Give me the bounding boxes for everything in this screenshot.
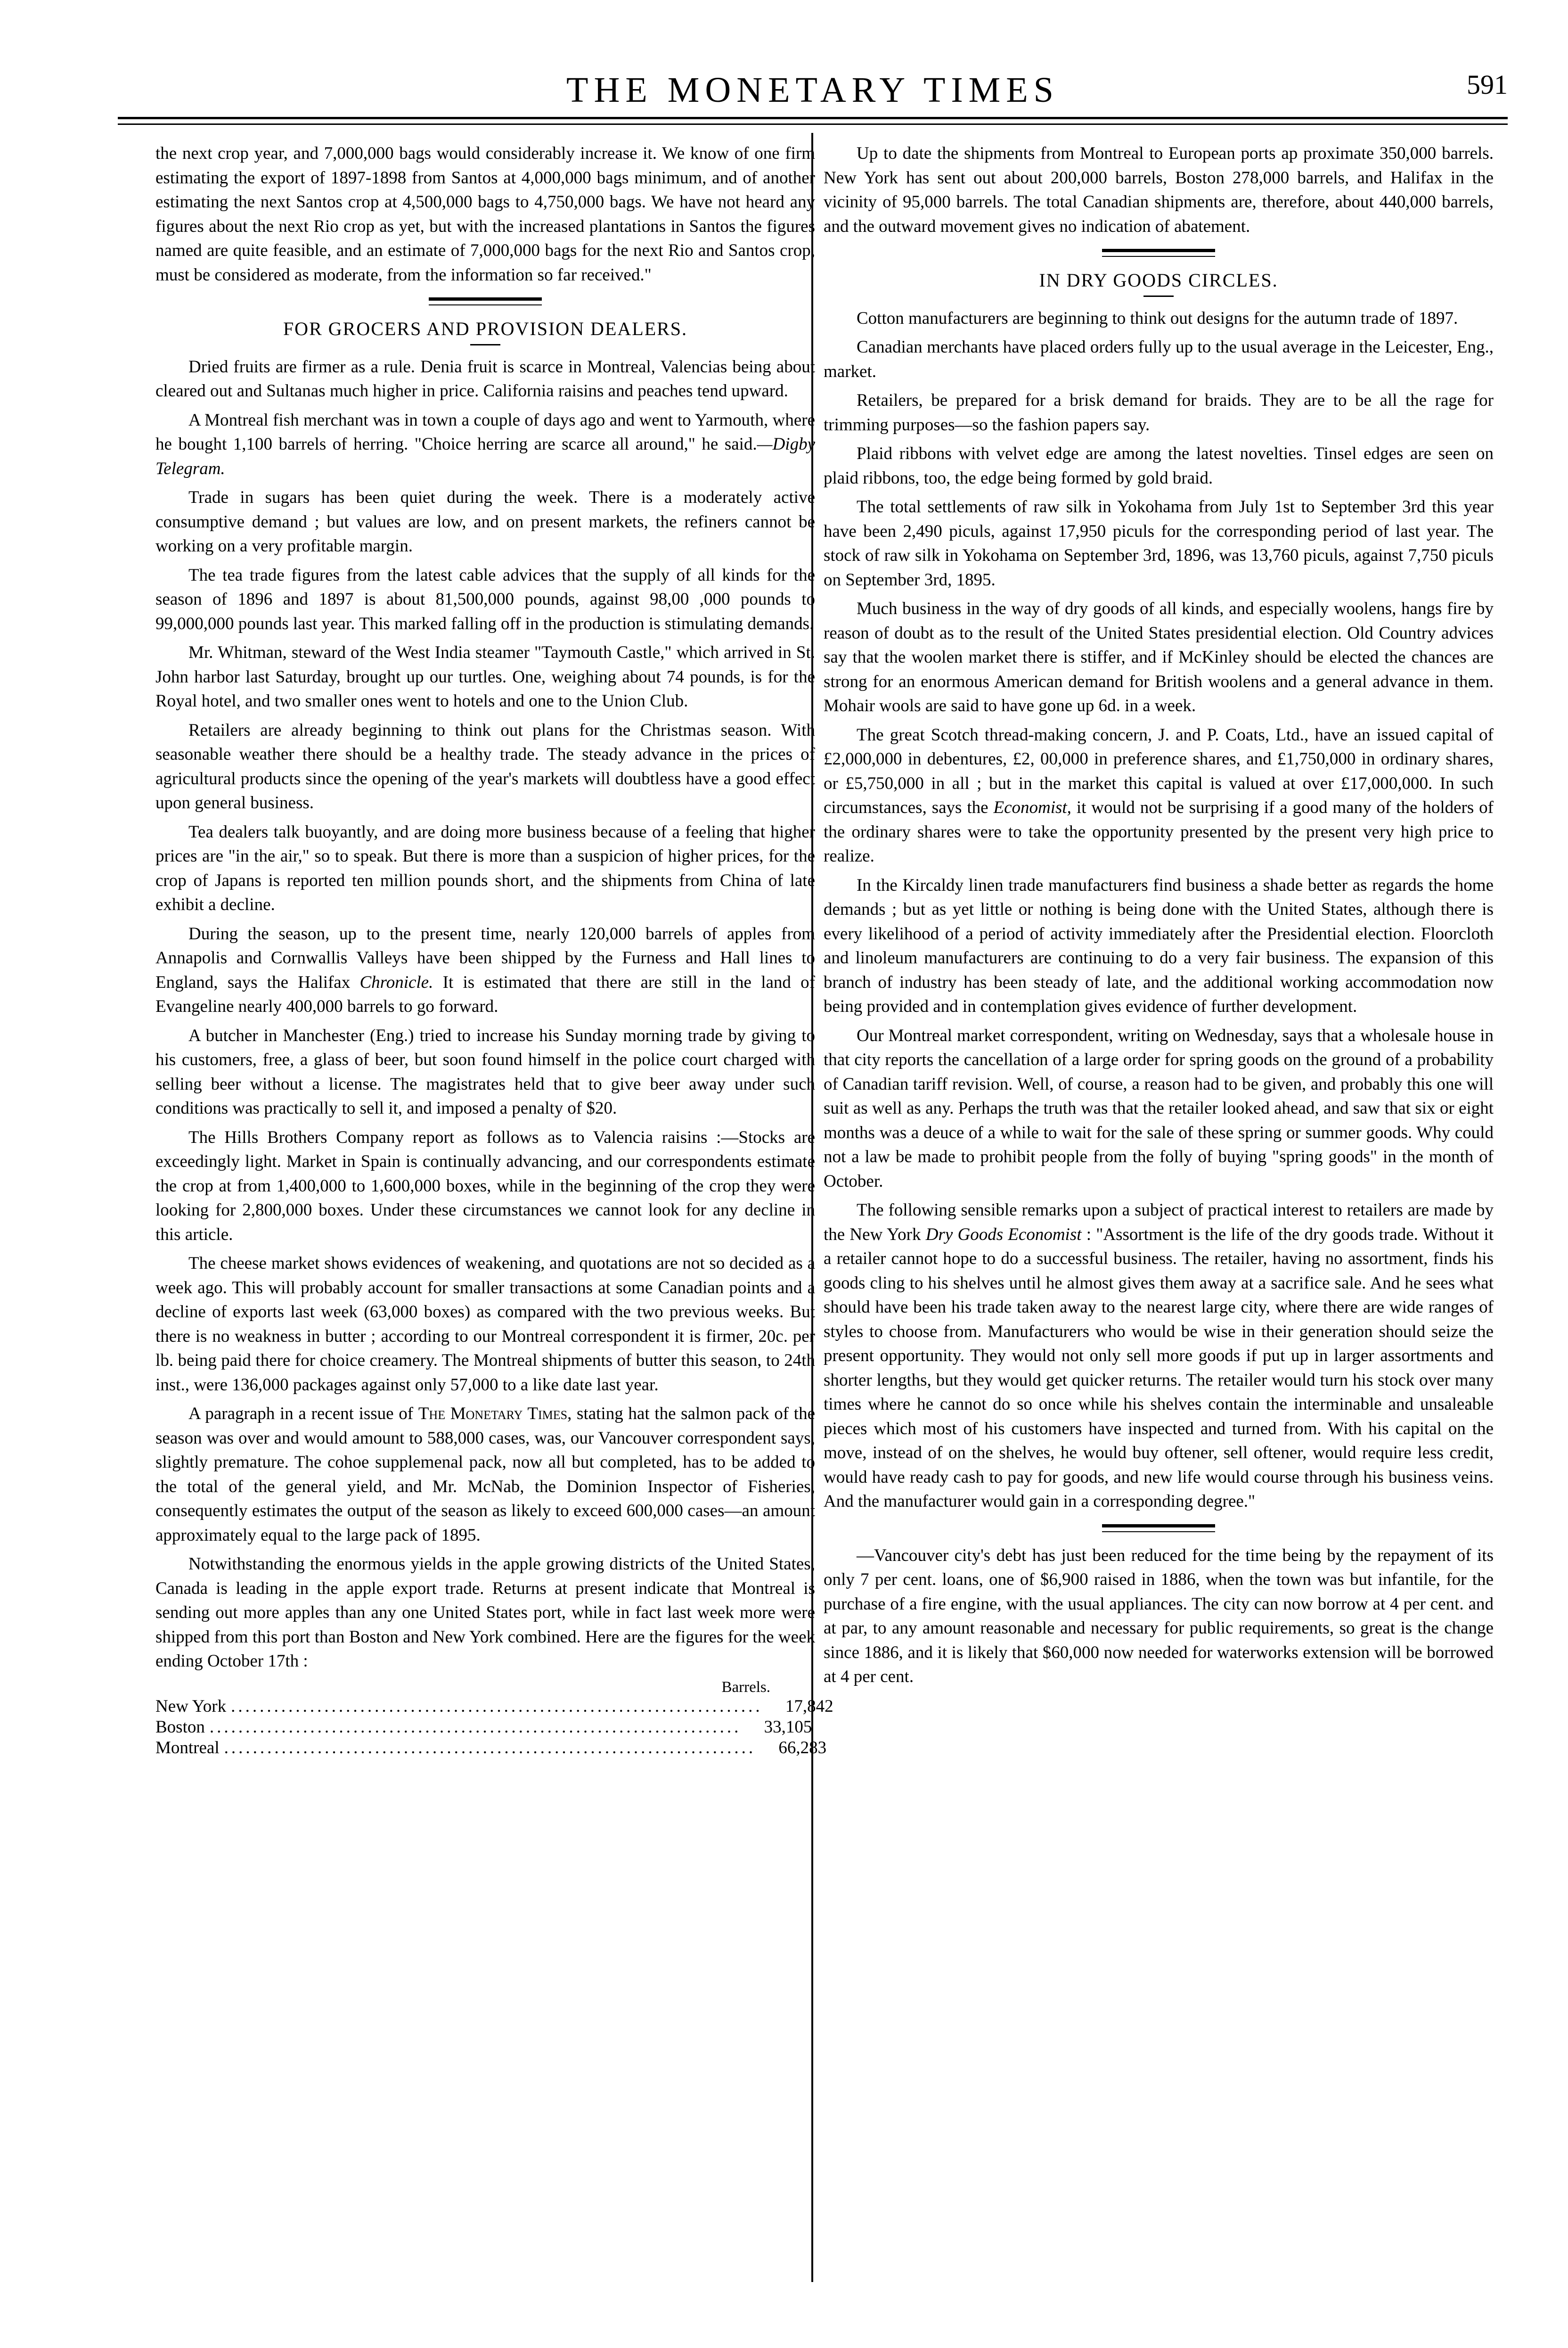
section-heading-dry-goods: IN DRY GOODS CIRCLES. [1039, 270, 1278, 291]
paragraph-text: , stating hat the salmon pack of the season was over and would amount to 588,000 cases, was, our Vancouver correspondent says, slightly premature. The cohoe supplemenal pack, now all but completed, has to be added to the total of the general yield, and Mr. McNab, the Dominion Inspector of Fisheries, consequently estimates the output of the season as likely to exceed 600,000 cases—an amount approximately equal to the large pack of 1895. [155, 1404, 815, 1545]
table-row [155, 1738, 827, 1758]
article-paragraph: Up to date the shipments from Montreal to European ports ap proximate 350,000 barrels. New York has sent out about 200,000 barrels, Boston 278,000 barrels, and Halifax in the vicinity of 95,000 barrels. The total Canadian shipments are, therefore, about 440,000 barrels, and the outward movement gives no indication of abatement. [824, 144, 1494, 236]
article-paragraph: Retailers, be prepared for a brisk demand for braids. They are to be all the rage for trimming purposes—so the fashion papers say. [824, 391, 1494, 435]
heading-dash [470, 344, 500, 345]
section-separator [1102, 1524, 1215, 1532]
table-row [155, 1717, 815, 1738]
article-paragraph: Much business in the way of dry goods of all kinds, and especially woolens, hangs fire by reason of doubt as to the result of the United States presidential election. Old Country advices say that the woolen market there is stiffer, and if McKinley should be elected the chances are strong for an enormous American demand for British woolens and a general advance in them. Mohair wools are said to have gone up 6d. in a week. [824, 599, 1494, 715]
article-paragraph: Retailers are already beginning to think out plans for the Christmas season. With seasonable weather there should be a healthy trade. The steady advance in the prices of agricultural products since the opening of the year's markets will doubtless have a good effect upon general business. [155, 720, 815, 813]
publication-title: THE MONETARY TIMES [566, 70, 1059, 110]
article-paragraph: A butcher in Manchester (Eng.) tried to increase his Sunday morning trade by giving to his customers, free, a glass of beer, but soon found himself in the police court charged with selling beer without a license. The magistrates held that to give beer away under such conditions was practically to sell it, and imposed a penalty of $20. [155, 1026, 815, 1118]
article-paragraph: Mr. Whitman, steward of the West India steamer "Taymouth Castle," which arrived in St. John harbor last Saturday, brought up our turtles. One, weighing about 74 pounds, is for the Royal hotel, and two smaller ones went to hotels and one to the Union Club. [155, 643, 815, 711]
article-paragraph: The cheese market shows evidences of weakening, and quotations are not so decided as a week ago. This will probably account for smaller transactions at some Canadian points and a decline of exports last week (63,000 boxes) as compared with the two previous weeks. But there is no weakness in butter ; according to our Montreal correspondent it is firmer, 20c. per lb. being paid there for choice creamery. The Montreal shipments of butter this season, to 24th inst., were 136,000 packages against only 57,000 to a like date last year. [155, 1254, 815, 1395]
publication-name: The Monetary Times [418, 1404, 568, 1423]
masthead [118, 61, 1508, 113]
right-column [824, 141, 1494, 1694]
port-name: Boston [155, 1717, 205, 1737]
leader-dots: .......................................................................... [209, 1717, 742, 1737]
port-name: New York [155, 1696, 227, 1716]
article-paragraph: Canadian merchants have placed orders fully up to the usual average in the Leicester, Eng., market. [824, 337, 1494, 381]
article-paragraph: The total settlements of raw silk in Yokohama from July 1st to September 3rd this year have been 2,490 piculs, against 17,950 piculs for the corresponding period of last year. The stock of raw silk in Yokohama on September 3rd, 1896, was 13,760 piculs, against 7,750 piculs on September 3rd, 1895. [824, 497, 1494, 590]
leader-dots: .......................................................................... [231, 1696, 763, 1716]
page-number: 591 [1467, 69, 1508, 100]
section-separator [1102, 249, 1215, 257]
paragraph-text: It is estimated that there are still in the land of Evangeline nearly 400,000 barrels to go forward. [155, 972, 815, 1016]
section-heading-grocers: FOR GROCERS AND PROVISION DEALERS. [283, 318, 688, 339]
article-paragraph: The tea trade figures from the latest cable advices that the supply of all kinds for the season of 1896 and 1897 is about 81,500,000 pounds, against 98,00 ,000 pounds to 99,000,000 pounds last year. This marked falling off in the production is stimulating demands. [155, 565, 815, 633]
paragraph-text: it would not be surprising if a good many of the holders of the ordinary shares were to take the opportunity presented by the present very high price to realize. [824, 798, 1494, 866]
article-paragraph [155, 408, 815, 481]
publication-name: Dry Goods Economist [925, 1224, 1082, 1244]
publication-name: Economist, [993, 798, 1071, 817]
article-paragraph: Cotton manufacturers are beginning to think out designs for the autumn trade of 1897. [857, 308, 1458, 328]
masthead-rule-thick [118, 117, 1508, 119]
barrels-value: 17,842 [785, 1696, 833, 1716]
article-paragraph [155, 1402, 815, 1547]
article-paragraph: Notwithstanding the enormous yields in the apple growing districts of the United States, Canada is leading in the apple export trade. Returns at present indicate that Montreal is sending out more apples than any one United States port, while in fact last week more were shipped from this port than Boston and New York combined. Here are the figures for the week ending October 17th : [155, 1554, 815, 1671]
table-row [155, 1696, 833, 1717]
barrels-value: 33,105 [764, 1717, 812, 1737]
port-name: Montreal [155, 1738, 220, 1757]
masthead-rule-thin [118, 123, 1508, 125]
leader-dots: .......................................................................... [224, 1738, 756, 1757]
source-citation: —Digby Telegram. [155, 435, 815, 478]
paragraph-text: The great Scotch thread-making concern, J. and P. Coats, Ltd., have an issued capital of £2,000,000 in debentures, £2, 00,000 in preference shares, and £1,750,000 in ordinary shares, or £5,750,000 in all ; but in the market this capital is valued at over £17,000,000. In such circumstances, says the [824, 725, 1494, 817]
article-paragraph: Our Montreal market correspondent, writing on Wednesday, says that a wholesale house in that city reports the cancellation of a large order for spring goods on the ground of a probability of Canadian tariff revision. Well, of course, a reason had to be given, and probably this one will suit as well as any. Perhaps the truth was that the retailer looked ahead, and saw that six or eight months was a deuce of a while to wait for the sale of these spring or summer goods. Why could not a law be made to prohibit people from the folly of buying "spring goods" in the month of October. [824, 1026, 1494, 1191]
article-paragraph [824, 723, 1494, 869]
section-separator [429, 297, 542, 305]
barrels-table-header: Barrels. [721, 1678, 770, 1696]
paragraph-text: : "Assortment is the life of the dry goods trade. Without it a retailer cannot hope to do a successful business. The retailer, having no assortment, finds his goods cling to his shelves until he almost gives them away at a sacrifice sale. And he sees what should have been his trade taken away to the nearest large city, where there are wide ranges of styles to choose from. Manufacturers who would be wise in their generation should seize the present opportunity. They would not only sell more goods if put up in larger assortments and shorter lengths, but they would get quicker returns. The retailer would turn his stock over many times where he cannot do so once while his shelves contain the interminable and unsaleable pieces which most of his customers have inspected and turned from. With his capital on the move, instead of on the shelves, he would buy oftener, sell oftener, would require less credit, would have ready cash to pay for goods, and new life would course through his business veins. And the manufacturer would gain in a corresponding degree." [824, 1224, 1494, 1511]
barrels-table [155, 1678, 833, 1758]
paragraph-text: During the season, up to the present time, nearly 120,000 barrels of apples from Annapolis and Cornwallis Valleys have been shipped by the Furness and Hall lines to England, says the Halifax [155, 924, 815, 992]
article-paragraph [155, 922, 815, 1019]
article-paragraph: In the Kircaldy linen trade manufacturers find business a shade better as regards the home demands ; but as yet little or nothing is being done with the United States, although there is every likelihood of a period of activity immediately after the Presidential election. Floorcloth and linoleum manufacturers are continuing to do a very fair business. The expansion of this branch of industry has been steady of late, and the additional working accommodation now being provided and in contemplation gives evidence of further development. [824, 875, 1494, 1016]
barrels-value: 66,283 [778, 1738, 827, 1757]
article-paragraph [824, 1198, 1494, 1514]
article-paragraph: Trade in sugars has been quiet during the week. There is a moderately active consumptive demand ; but values are low, and on present markets, the refiners cannot be working on a very profitable margin. [155, 488, 815, 556]
paragraph-text: A Montreal fish merchant was in town a couple of days ago and went to Yarmouth, where he bought 1,100 barrels of herring. "Choice herring are scarce all around," he said. [155, 410, 815, 454]
heading-dash [1143, 296, 1174, 297]
article-paragraph: Tea dealers talk buoyantly, and are doing more business because of a feeling that higher prices are "in the air," so to speak. But there is more than a suspicion of higher prices, for the crop of Japans is reported ten million pounds short, and the shipments from China of late exhibit a decline. [155, 822, 815, 914]
article-paragraph: The Hills Brothers Company report as follows as to Valencia raisins :—Stocks are exceedingly light. Market in Spain is continually advancing, and our correspondents estimate the crop at from 1,400,000 to 1,600,000 boxes, while in the beginning of the crop they were looking for 2,800,000 boxes. Under these circumstances we cannot look for any decline in this article. [155, 1127, 815, 1244]
left-column [155, 141, 833, 1758]
article-paragraph: Dried fruits are firmer as a rule. Denia fruit is scarce in Montreal, Valencias being about cleared out and Sultanas much higher in price. California raisins and peaches tend upward. [155, 357, 815, 401]
article-paragraph: the next crop year, and 7,000,000 bags would considerably increase it. We know of one firm estimating the export of 1897-1898 from Santos at 4,000,000 bags minimum, and of another estimating the next Santos crop at 4,500,000 bags to 4,750,000 bags. We have not heard any figures about the next Rio crop as yet, but with the increased plantations in Santos the figures named are quite feasible, and an estimate of 7,000,000 bags for the next Rio and Santos crop, must be considered as moderate, from the information so far received." [155, 144, 815, 285]
article-paragraph: Plaid ribbons with velvet edge are among the latest novelties. Tinsel edges are seen on plaid ribbons, too, the edge being formed by gold braid. [824, 444, 1494, 488]
paragraph-text: A paragraph in a recent issue of [188, 1404, 418, 1423]
publication-name: Chronicle. [359, 972, 433, 992]
paragraph-text: The following sensible remarks upon a subject of practical interest to retailers are made by the New York [824, 1200, 1494, 1244]
article-paragraph: —Vancouver city's debt has just been reduced for the time being by the repayment of its only 7 per cent. loans, one of $6,900 raised in 1886, when the town was but infantile, for the purchase of a fire engine, with the usual appliances. The city can now borrow at 4 per cent. and at par, to any amount reasonable and necessary for public requirements, so great is the change since 1886, and it is likely that $60,000 now needed for waterworks extension will be borrowed at 4 per cent. [824, 1545, 1494, 1686]
